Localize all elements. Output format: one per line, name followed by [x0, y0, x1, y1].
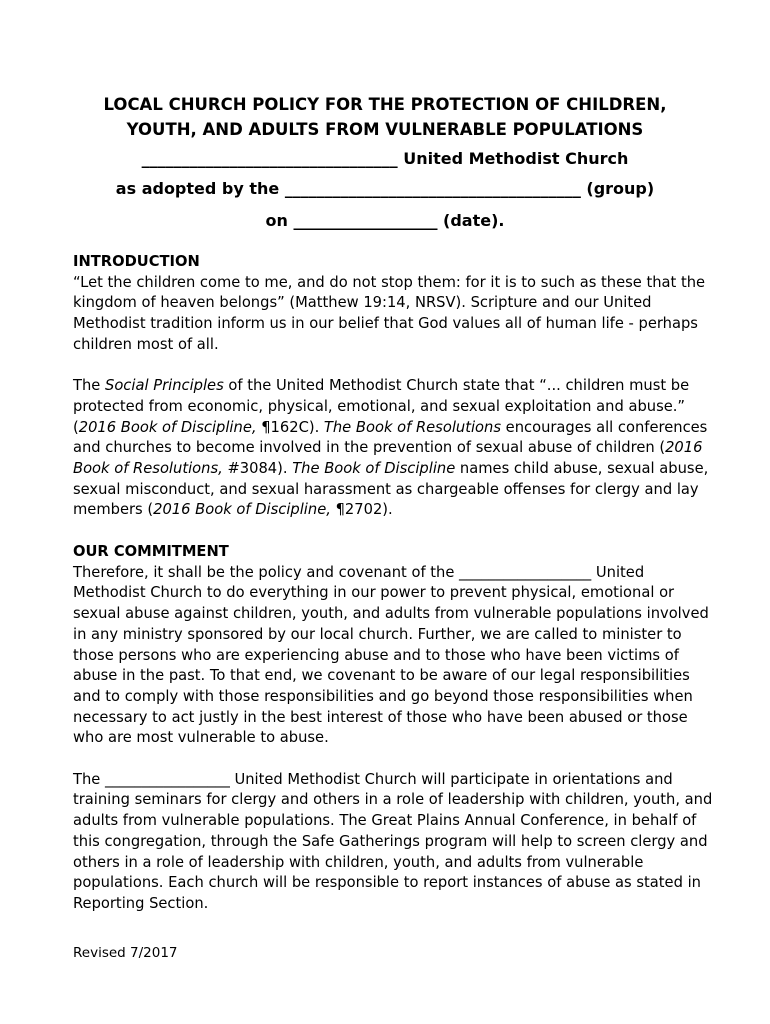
introduction-heading: INTRODUCTION — [73, 253, 200, 270]
text-run: #3084). — [222, 460, 293, 478]
introduction-section — [73, 252, 713, 521]
adopted-by-line: as adopted by the _____________________________________ (group) — [115, 179, 655, 198]
adoption-date-line: on __________________ (date). — [265, 211, 505, 230]
book-citation: 2016 Book of Discipline, — [78, 418, 257, 436]
text-run: ¶162C). — [256, 418, 324, 436]
text-run: names child abuse, sexual abuse, sexual misconduct, and sexual harassment as chargeable offenses for clergy and lay members ( — [73, 460, 709, 519]
introduction-paragraph-1: “Let the children come to me, and do not stop them: for it is to such as these that the kingdom of heaven belongs” (Matthew 19:14, NRSV). Scripture and our United Methodist tradition inform us in our belief that God values all of human life - perhaps children most of all. — [73, 273, 706, 353]
introduction-paragraph-2 — [73, 376, 713, 521]
commitment-heading: OUR COMMITMENT — [73, 543, 229, 560]
text-run: The — [73, 377, 105, 395]
commitment-paragraph-2: The _________________ United Methodist Church will participate in orientations and training seminars for clergy and others in a role of leadership with children, youth, and adults from vulnerable populations. The Great Plains Annual Conference, in behalf of this congregation, through the Safe Gatherings program will help to screen clergy and others in a role of leadership with children, youth, and adults from vulnerable populations. Each church will be responsible to report instances of abuse as stated in Reporting Section. — [73, 770, 713, 912]
document-title — [60, 92, 710, 142]
commitment-paragraph-1: Therefore, it shall be the policy and covenant of the __________________ United Methodist Church to do everything in our power to prevent physical, emotional or sexual abuse against children, youth, and adults from vulnerable populations involved in any ministry sponsored by our local church. Further, we are called to minister to those persons who are experiencing abuse and to those who have been victims of abuse in the past. To that end, we covenant to be aware of our legal responsibilities and to comply with those responsibilities and go beyond those responsibilities when necessary to act justly in the best interest of those who have been abused or those who are most vulnerable to abuse. — [73, 563, 709, 747]
book-citation: 2016 Book of Discipline, — [153, 501, 331, 519]
text-run: of the United Methodist Church state that “... children must be protected from economic, physical, emotional, and sexual exploitation and abuse.” ( — [73, 377, 690, 436]
social-principles-title: Social Principles — [105, 377, 224, 395]
book-citation: 2016 Book of Resolutions, — [73, 439, 703, 478]
text-run: ¶2702). — [330, 501, 393, 519]
title-line-2: YOUTH, AND ADULTS FROM VULNERABLE POPULATIONS — [126, 120, 644, 139]
church-name-line: ________________________________ United Methodist Church — [141, 149, 629, 168]
book-citation: The Book of Resolutions — [323, 418, 501, 436]
commitment-section — [73, 542, 713, 915]
title-line-1: LOCAL CHURCH POLICY FOR THE PROTECTION OF CHILDREN, — [103, 95, 667, 114]
book-citation: The Book of Discipline — [292, 460, 456, 478]
text-run: encourages all conferences and churches to become involved in the prevention of sexual abuse of children ( — [73, 418, 708, 457]
revision-footer: Revised 7/2017 — [73, 945, 178, 961]
